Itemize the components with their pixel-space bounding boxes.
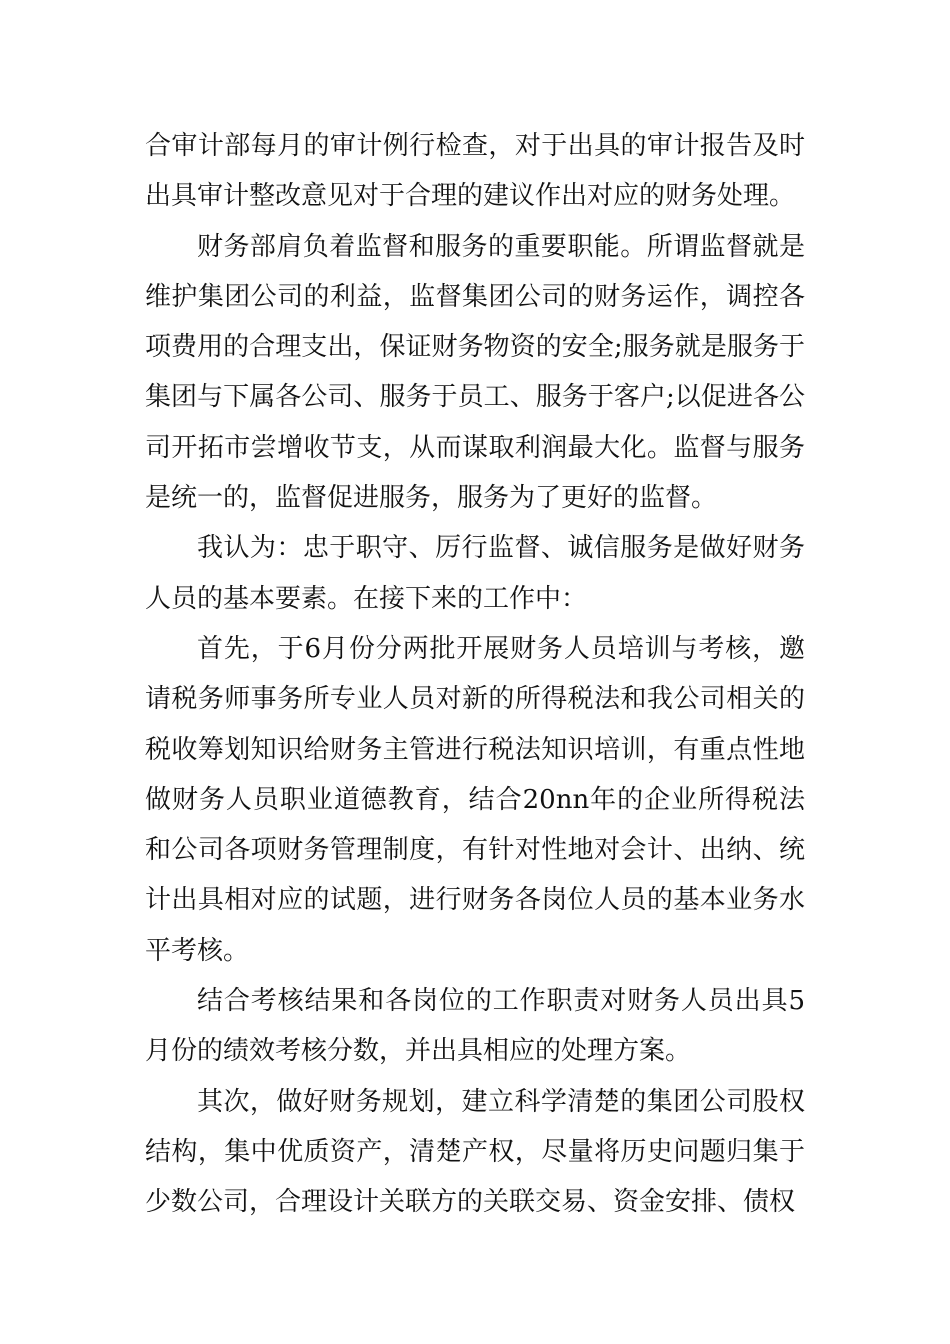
paragraph-financial-planning: 其次，做好财务规划，建立科学清楚的集团公司股权结构，集中优质资产，清楚产权，尽量将历史问题归集于少数公司，合理设计关联方的关联交易、资金安排、债权 [145, 1086, 805, 1218]
paragraph-finance-duties: 财务部肩负着监督和服务的重要职能。所谓监督就是维护集团公司的利益，监督集团公司的财务运作，调控各项费用的合理支出，保证财务物资的安全;服务就是服务于集团与下属各公司、服务于员工、服务于客户;以促进各公司开拓市尝增收节支，从而谋取利润最大化。监督与服务是统一的，监督促进服务，服务为了更好的监督。 [145, 231, 805, 514]
paragraph-audit-continuation: 合审计部每月的审计例行检查，对于出具的审计报告及时出具审计整改意见对于合理的建议作出对应的财务处理。 [145, 131, 805, 212]
paragraph-opinion: 我认为：忠于职守、厉行监督、诚信服务是做好财务人员的基本要素。在接下来的工作中： [145, 533, 805, 614]
document-body [145, 121, 805, 1228]
paragraph-performance-review: 结合考核结果和各岗位的工作职责对财务人员出具5月份的绩效考核分数，并出具相应的处理方案。 [145, 986, 805, 1067]
paragraph-training-plan: 首先，于6月份分两批开展财务人员培训与考核，邀请税务师事务所专业人员对新的所得税法和我公司相关的税收筹划知识给财务主管进行税法知识培训，有重点性地做财务人员职业道德教育，结合20nn年的企业所得税法和公司各项财务管理制度，有针对性地对会计、出纳、统计出具相对应的试题，进行财务各岗位人员的基本业务水平考核。 [145, 633, 805, 966]
